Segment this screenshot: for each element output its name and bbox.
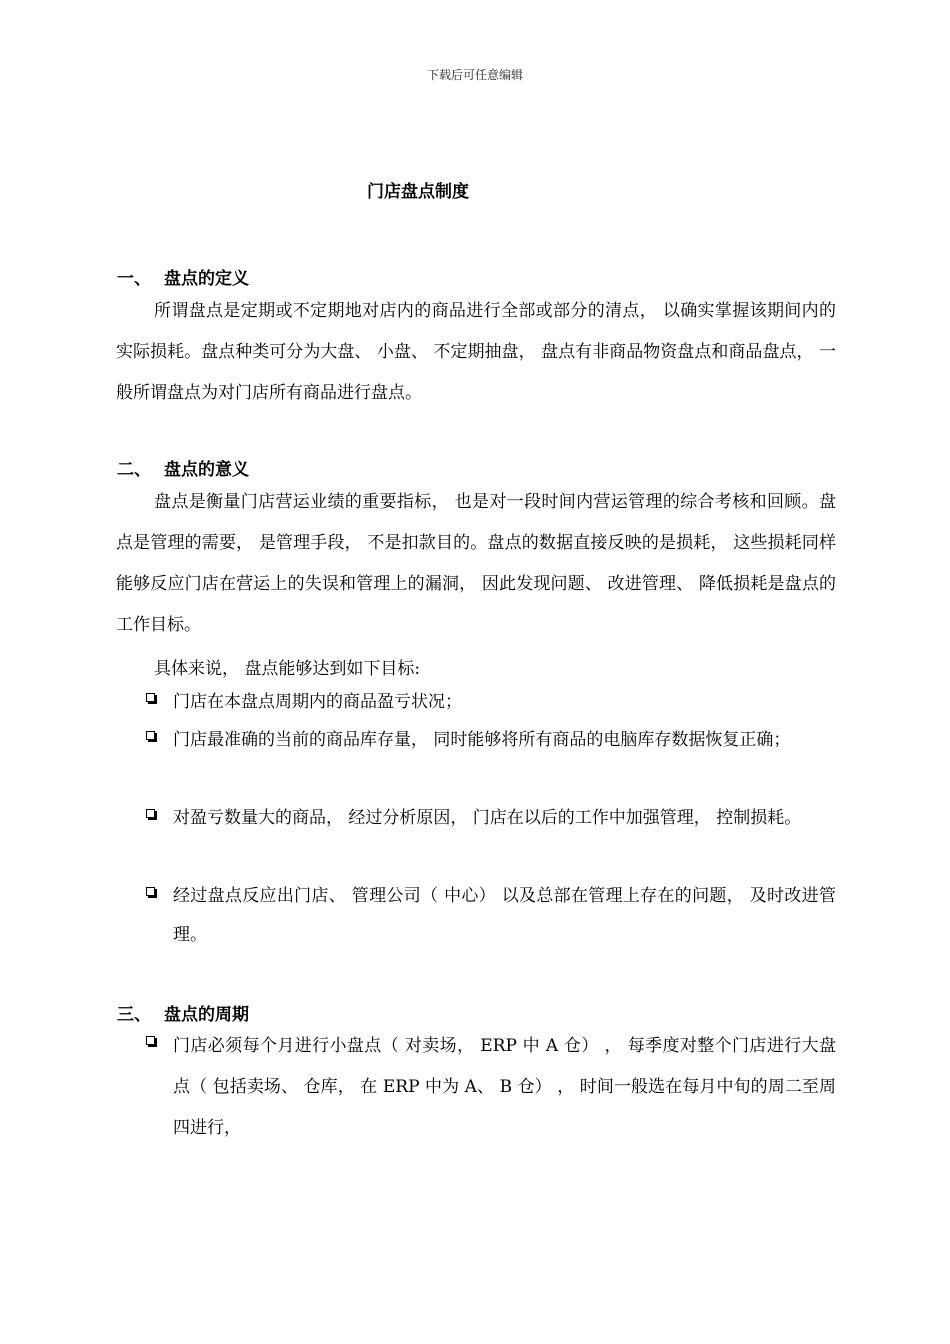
list-item xyxy=(146,1026,836,1149)
checkbox-bullet-icon xyxy=(146,1036,155,1045)
checkbox-bullet-icon xyxy=(146,809,155,818)
list-item-text: 门店在本盘点周期内的商品盈亏状况； xyxy=(173,692,462,712)
list-item-text: 对盈亏数量大的商品， 经过分析原因， 门店在以后的工作中加强管理， 控制损耗。 xyxy=(173,808,802,828)
section-1-paragraph: 所谓盘点是定期或不定期地对店内的商品进行全部或部分的清点， 以确实掌握该期间内的实际损耗。盘点种类可分为大盘、 小盘、 不定期抽盘， 盘点有非商品物资盘点和商品盘点， 一般所谓盘点为对门店所有商品进行盘点。 xyxy=(116,301,836,403)
section-title: 盘点的意义 xyxy=(164,460,249,480)
goals-intro: 具体来说， 盘点能够达到如下目标: xyxy=(154,659,421,679)
section-number: 三、 xyxy=(117,1005,151,1025)
list-item xyxy=(146,683,836,722)
header-note: 下载后可任意编辑 xyxy=(426,68,523,82)
section-heading-1 xyxy=(117,264,249,289)
section-title: 盘点的定义 xyxy=(164,269,249,289)
checkbox-bullet-icon xyxy=(146,887,155,896)
list-item-text: 门店最准确的当前的商品库存量， 同时能够将所有商品的电脑库存数据恢复正确； xyxy=(173,730,791,750)
document-title: 门店盘点制度 xyxy=(367,182,469,202)
section-heading-2 xyxy=(117,455,249,480)
list-item-text: 门店必须每个月进行小盘点（ 对卖场， ERP 中 A 仓） ， 每季度对整个门店进行大盘点（ 包括卖场、 仓库， 在 ERP 中为 A、 B 仓） ， 时间一般选在每月中旬的周二至周四进行， xyxy=(173,1036,836,1138)
section-title: 盘点的周期 xyxy=(164,1005,249,1025)
list-item-text: 经过盘点反应出门店、 管理公司（ 中心） 以及总部在管理上存在的问题， 及时改进管理。 xyxy=(173,886,836,945)
checkbox-bullet-icon xyxy=(146,731,155,740)
section-number: 二、 xyxy=(117,460,151,480)
list-item xyxy=(146,799,836,838)
section-heading-3 xyxy=(117,1000,249,1025)
section-number: 一、 xyxy=(117,269,151,289)
list-item xyxy=(146,721,836,760)
section-2-paragraph: 盘点是衡量门店营运业绩的重要指标， 也是对一段时间内营运管理的综合考核和回顾。盘点是管理的需要， 是管理手段， 不是扣款目的。盘点的数据直接反映的是损耗， 这些损耗同样能够反应门店在营运上的失误和管理上的漏洞， 因此发现问题、 改进管理、 降低损耗是盘点的工作目标。 xyxy=(116,492,836,635)
checkbox-bullet-icon xyxy=(146,693,155,702)
list-item xyxy=(146,877,836,955)
